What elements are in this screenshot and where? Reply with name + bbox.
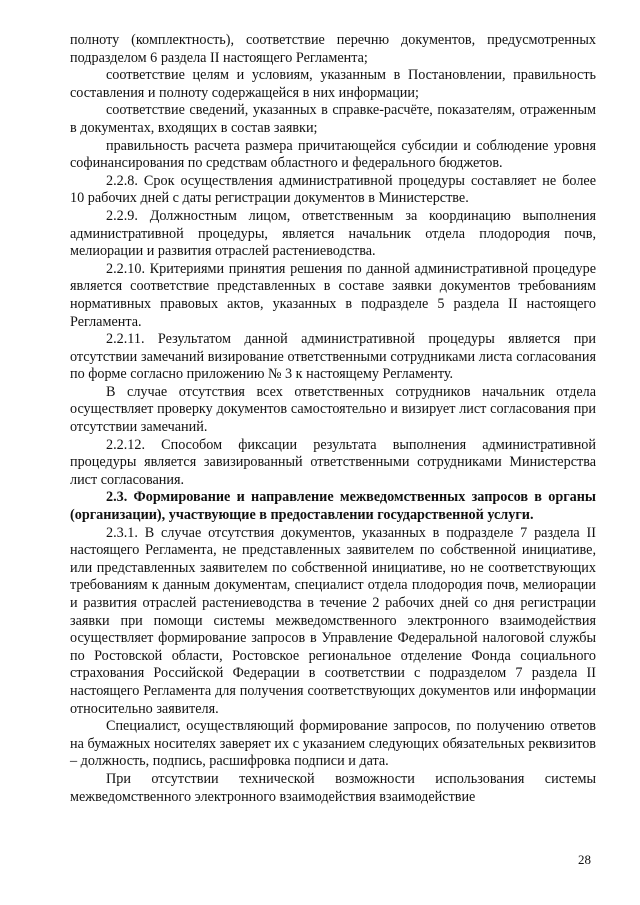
paragraph-certificate-data: соответствие сведений, указанных в справке-расчёте, показателям, отраженным в документах, входящих в состав заявки; [70, 102, 596, 136]
page-number: 28 [578, 852, 591, 867]
paragraph-2-2-11: 2.2.11. Результатом данной административной процедуры является при отсутствии замечаний визирование ответственными сотрудниками листа согласования по форме согласно приложению № 3 к настоящему Регламенту. [70, 331, 596, 383]
paragraph-2-2-8: 2.2.8. Срок осуществления административной процедуры составляет не более 10 рабочих дней с даты регистрации документов в Министерстве. [70, 172, 596, 207]
paragraph-2-2-10: 2.2.10. Критериями принятия решения по данной административной процедуре является соответствие представленных в составе заявки документов требованиям нормативных правовых актов, указанных в подразделе 5 раздела II настоящего Регламента. [70, 260, 596, 330]
paragraph-2-3-1: 2.3.1. В случае отсутствия документов, указанных в подразделе 7 раздела II настоящего Регламента, не представленных заявителем по собственной инициативе, или представленных заявителем по собственной инициативе, но не соответствующих требованиям к данным документам, специалист отдела плодородия почв, мелиорации и развития отраслей растениеводства в течение 2 рабочих дней со дня регистрации заявки при помощи системы межведомственного электронного взаимодействия осуществляет формирование запросов в Управление Федеральной налоговой службы по Ростовской области, Ростовское региональное отделение Фонда социального страхования Российской Федерации в соответствии с подразделом 7 раздела II настоящего Регламента для получения соответствующих документов или информации относительно заявителя. [70, 524, 596, 717]
document-page [70, 32, 596, 806]
paragraph-no-technical-possibility: При отсутствии технической возможности использования системы межведомственного электронного взаимодействия взаимодействие [70, 770, 596, 805]
paragraph-specialist: Специалист, осуществляющий формирование запросов, по получению ответов на бумажных носителях заверяет их с указанием следующих обязательных реквизитов – должность, подпись, расшифровка подписи и дата. [70, 718, 596, 770]
paragraph-2-2-9: 2.2.9. Должностным лицом, ответственным за координацию выполнения административной процедуры, является начальник отдела плодородия почв, мелиорации и развития отраслей растениеводства. [70, 207, 596, 260]
paragraph-goals-conditions: соответствие целям и условиям, указанным в Постановлении, правильность составления и полноту содержащейся в них информации; [70, 67, 596, 101]
paragraph-absence-of-staff: В случае отсутствия всех ответственных сотрудников начальник отдела осуществляет проверку документов самостоятельно и визирует лист согласования при отсутствии замечаний. [70, 383, 596, 436]
paragraph-2-2-12: 2.2.12. Способом фиксации результата выполнения административной процедуры является завизированный ответственными сотрудниками Министерства лист согласования. [70, 436, 596, 488]
paragraph-subsidy-calculation: правильность расчета размера причитающейся субсидии и соблюдение уровня софинансирования по средствам областного и федерального бюджетов. [70, 137, 596, 172]
paragraph-completeness: полноту (комплектность), соответствие перечню документов, предусмотренных подразделом 6 раздела II настоящего Регламента; [70, 32, 596, 66]
section-heading-2-3: 2.3. Формирование и направление межведомственных запросов в органы (организации), участвующие в предоставлении государственной услуги. [70, 489, 596, 524]
